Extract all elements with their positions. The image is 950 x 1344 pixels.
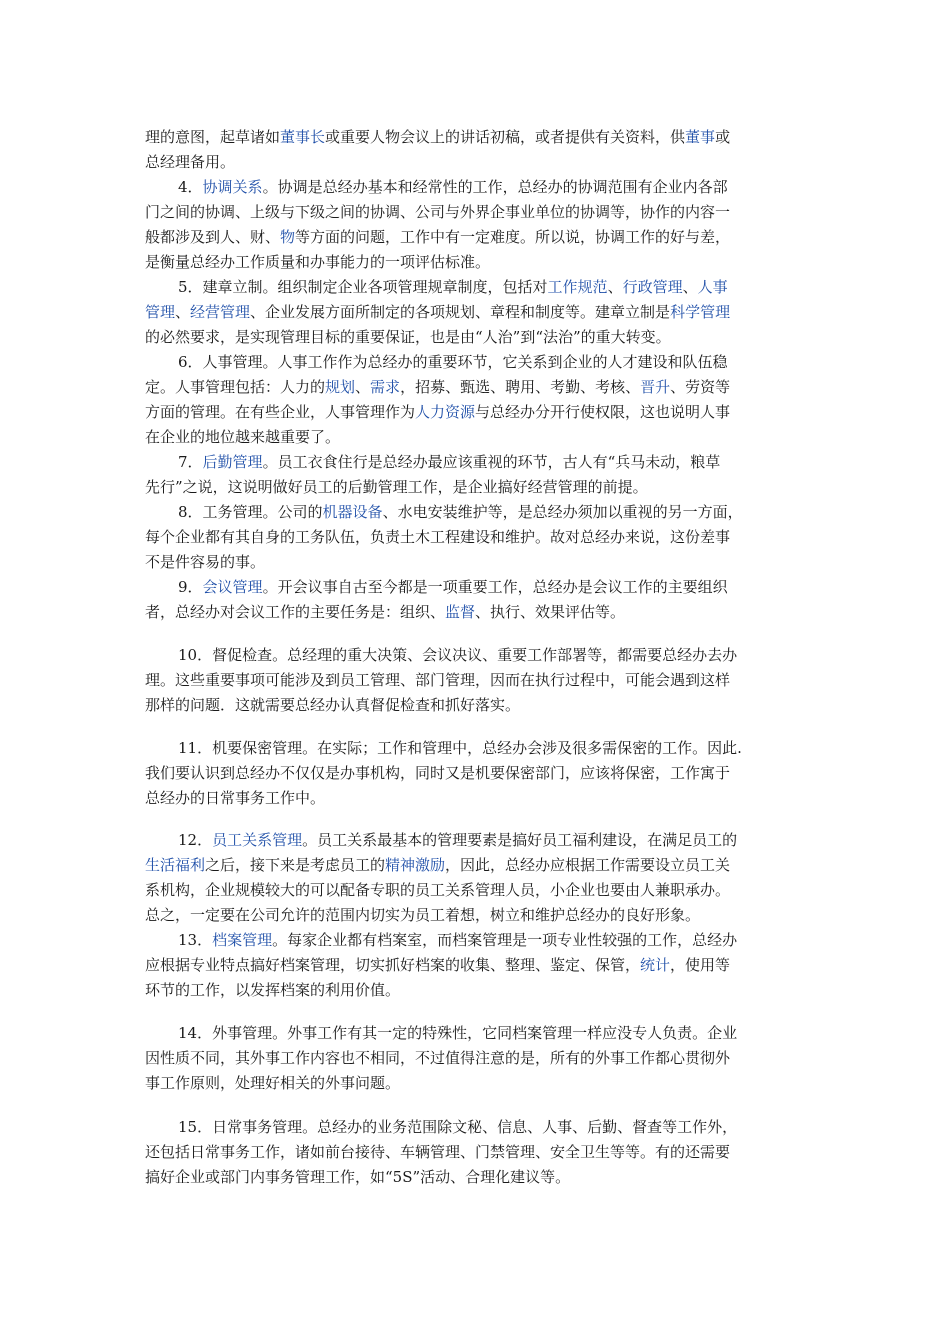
text-segment: 事工作原则，处理好相关的外事问题。 bbox=[145, 1074, 401, 1092]
text-segment: 9． bbox=[178, 578, 203, 596]
text-segment: 4． bbox=[178, 178, 203, 196]
keyword-link[interactable]: 规划 bbox=[325, 378, 356, 396]
text-line bbox=[178, 452, 720, 472]
text-segment: 搞好企业或部门内事务管理工作，如“5S”活动、合理化建议等。 bbox=[145, 1168, 571, 1186]
text-segment: 总经理备用。 bbox=[145, 153, 236, 171]
keyword-link[interactable]: 后勤管理 bbox=[202, 453, 263, 471]
text-segment: 者，总经办对会议工作的主要任务是：组织、 bbox=[145, 603, 446, 621]
keyword-link[interactable]: 档案管理 bbox=[212, 931, 273, 949]
text-line bbox=[178, 830, 737, 850]
paragraph-item-11 bbox=[145, 738, 805, 813]
paragraph-intro-continuation bbox=[145, 127, 805, 177]
text-segment: 13． bbox=[178, 931, 213, 949]
text-segment: 14．外事管理。外事工作有其一定的特殊性，它同档案管理一样应没专人负责。企业 bbox=[178, 1024, 738, 1042]
text-line bbox=[145, 302, 730, 322]
text-segment: 因性质不同，其外事工作内容也不相同，不过值得注意的是，所有的外事工作都心贯彻外 bbox=[145, 1049, 731, 1067]
text-segment: 。员工关系最基本的管理要素是搞好员工福利建设，在满足员工的 bbox=[302, 831, 738, 849]
text-line bbox=[145, 905, 700, 925]
text-line bbox=[145, 527, 730, 547]
text-segment: 每个企业都有其自身的工务队伍，负责土木工程建设和维护。故对总经办来说，这份差事 bbox=[145, 528, 731, 546]
text-line bbox=[178, 930, 737, 950]
text-line bbox=[145, 602, 625, 622]
text-segment: 门之间的协调、上级与下级之间的协调、公司与外界企事业单位的协调等，协作的内容一 bbox=[145, 203, 731, 221]
text-line bbox=[178, 1023, 737, 1043]
text-segment: 11．机要保密管理。在实际；工作和管理中，总经办会涉及很多需保密的工作。因此. bbox=[178, 739, 742, 757]
text-segment: 或重要人物会议上的讲话初稿，或者提供有关资料，供 bbox=[325, 128, 686, 146]
text-line bbox=[145, 377, 730, 397]
text-segment: 。每家企业都有档案室，而档案管理是一项专业性较强的工作，总经办 bbox=[272, 931, 738, 949]
text-segment: 。协调是总经办基本和经常性的工作，总经办的协调范围有企业内各部 bbox=[262, 178, 728, 196]
text-line bbox=[178, 577, 728, 597]
keyword-link[interactable]: 董事长 bbox=[280, 128, 326, 146]
text-line bbox=[178, 738, 742, 758]
text-line bbox=[145, 427, 340, 447]
text-line bbox=[178, 177, 728, 197]
paragraph-item-9 bbox=[145, 577, 805, 627]
text-segment: 我们要认识到总经办不仅仅是办事机构，同时又是机要保密部门，应该将保密，工作寓于 bbox=[145, 764, 731, 782]
text-segment: ，因此，总经办应根据工作需要设立员工关 bbox=[445, 856, 731, 874]
text-segment: 、 bbox=[355, 378, 371, 396]
keyword-link[interactable]: 工作规范 bbox=[547, 278, 608, 296]
text-segment: 总之，一定要在公司允许的范围内切实为员工着想，树立和维护总经办的良好形象。 bbox=[145, 906, 701, 924]
text-line bbox=[145, 1048, 730, 1068]
keyword-link[interactable]: 监督 bbox=[445, 603, 476, 621]
text-segment: ，使用等 bbox=[670, 956, 731, 974]
text-line bbox=[145, 152, 235, 172]
keyword-link[interactable]: 人力资源 bbox=[415, 403, 476, 421]
keyword-link[interactable]: 晋升 bbox=[640, 378, 671, 396]
text-segment: 、执行、效果评估等。 bbox=[475, 603, 626, 621]
text-segment: 、企业发展方面所制定的各项规划、章程和制度等。建章立制是 bbox=[250, 303, 671, 321]
text-segment: 与总经办分开行使权限，这也说明人事 bbox=[475, 403, 731, 421]
keyword-link[interactable]: 管理 bbox=[145, 303, 176, 321]
text-segment: 理的意图，起草诸如 bbox=[145, 128, 281, 146]
text-line bbox=[145, 1167, 570, 1187]
text-line bbox=[145, 955, 730, 975]
text-segment: 先行”之说，这说明做好员工的后勤管理工作，是企业搞好经营管理的前提。 bbox=[145, 478, 648, 496]
paragraph-item-13 bbox=[145, 930, 805, 1005]
paragraph-item-8 bbox=[145, 502, 805, 577]
text-segment: 、劳资等 bbox=[670, 378, 731, 396]
text-segment: 那样的问题．这就需要总经办认真督促检查和抓好落实。 bbox=[145, 696, 521, 714]
paragraph-item-12 bbox=[145, 830, 805, 930]
keyword-link[interactable]: 董事 bbox=[685, 128, 716, 146]
text-segment: 定。人事管理包括：人力的 bbox=[145, 378, 326, 396]
keyword-link[interactable]: 行政管理 bbox=[622, 278, 683, 296]
text-segment: 等方面的问题，工作中有一定难度。所以说，协调工作的好与差， bbox=[295, 228, 731, 246]
text-segment: 在企业的地位越来越重要了。 bbox=[145, 428, 341, 446]
text-segment: 不是件容易的事。 bbox=[145, 553, 266, 571]
text-segment: ，招募、甄选、聘用、考勤、考核、 bbox=[400, 378, 641, 396]
text-line bbox=[145, 855, 730, 875]
text-segment: 环节的工作，以发挥档案的利用价值。 bbox=[145, 981, 401, 999]
paragraph-item-15 bbox=[145, 1117, 805, 1192]
text-line bbox=[145, 477, 648, 497]
keyword-link[interactable]: 人事 bbox=[697, 278, 728, 296]
paragraph-item-7 bbox=[145, 452, 805, 502]
text-line bbox=[178, 352, 728, 372]
text-line bbox=[145, 402, 730, 422]
text-segment: 。开会议事自古至今都是一项重要工作，总经办是会议工作的主要组织 bbox=[262, 578, 728, 596]
text-segment: 、 bbox=[607, 278, 623, 296]
text-segment: 系机构，企业规模较大的可以配备专职的员工关系管理人员，小企业也要由人兼职承办。 bbox=[145, 881, 731, 899]
text-line bbox=[145, 695, 520, 715]
text-line bbox=[178, 502, 743, 522]
keyword-link[interactable]: 会议管理 bbox=[202, 578, 263, 596]
text-line bbox=[178, 1117, 737, 1137]
text-line bbox=[145, 127, 730, 147]
text-line bbox=[145, 327, 671, 347]
text-segment: 8．工务管理。公司的 bbox=[178, 503, 323, 521]
paragraph-item-14 bbox=[145, 1023, 805, 1098]
text-segment: 15．日常事务管理。总经办的业务范围除文秘、信息、人事、后勤、督查等工作外， bbox=[178, 1118, 738, 1136]
text-segment: 、 bbox=[175, 303, 191, 321]
text-segment: 、 bbox=[682, 278, 698, 296]
text-segment: 或 bbox=[715, 128, 731, 146]
keyword-link[interactable]: 科学管理 bbox=[670, 303, 731, 321]
keyword-link[interactable]: 生活福利 bbox=[145, 856, 206, 874]
text-line bbox=[145, 1073, 400, 1093]
keyword-link[interactable]: 需求 bbox=[370, 378, 401, 396]
text-segment: 理。这些重要事项可能涉及到员工管理、部门管理，因而在执行过程中，可能会遇到这样 bbox=[145, 671, 731, 689]
keyword-link[interactable]: 协调关系 bbox=[202, 178, 263, 196]
keyword-link[interactable]: 统计 bbox=[640, 956, 671, 974]
text-line bbox=[178, 277, 728, 297]
keyword-link[interactable]: 员工关系管理 bbox=[212, 831, 303, 849]
text-segment: 12． bbox=[178, 831, 213, 849]
text-segment: 、水电安装维护等，是总经办须加以重视的另一方面， bbox=[382, 503, 743, 521]
paragraph-item-10 bbox=[145, 645, 805, 720]
text-segment: 7． bbox=[178, 453, 203, 471]
text-segment: 方面的管理。在有些企业，人事管理作为 bbox=[145, 403, 416, 421]
text-segment: 。员工衣食住行是总经办最应该重视的环节，古人有“兵马未动，粮草 bbox=[262, 453, 721, 471]
text-line bbox=[145, 252, 490, 272]
paragraph-item-6 bbox=[145, 352, 805, 452]
text-segment: 是衡量总经办工作质量和办事能力的一项评估标准。 bbox=[145, 253, 491, 271]
paragraph-item-4 bbox=[145, 177, 805, 277]
text-line bbox=[145, 880, 730, 900]
text-segment: 10．督促检查。总经理的重大决策、会议决议、重要工作部署等，都需要总经办去办 bbox=[178, 646, 738, 664]
text-line bbox=[145, 763, 730, 783]
text-segment: 般都涉及到人、财、 bbox=[145, 228, 281, 246]
text-line bbox=[145, 788, 325, 808]
text-line bbox=[145, 202, 730, 222]
keyword-link[interactable]: 机器设备 bbox=[322, 503, 383, 521]
keyword-link[interactable]: 经营管理 bbox=[190, 303, 251, 321]
text-line bbox=[145, 1142, 730, 1162]
keyword-link[interactable]: 精神激励 bbox=[385, 856, 446, 874]
text-line bbox=[145, 670, 730, 690]
text-segment: 之后，接下来是考虑员工的 bbox=[205, 856, 386, 874]
text-segment: 6．人事管理。人事工作作为总经办的重要环节，它关系到企业的人才建设和队伍稳 bbox=[178, 353, 728, 371]
text-segment: 5．建章立制。组织制定企业各项管理规章制度，包括对 bbox=[178, 278, 548, 296]
text-line bbox=[178, 645, 737, 665]
text-line bbox=[145, 980, 400, 1000]
paragraph-item-5 bbox=[145, 277, 805, 352]
text-line bbox=[145, 552, 265, 572]
text-segment: 应根据专业特点搞好档案管理，切实抓好档案的收集、整理、鉴定、保管， bbox=[145, 956, 641, 974]
keyword-link[interactable]: 物 bbox=[280, 228, 296, 246]
text-segment: 总经办的日常事务工作中。 bbox=[145, 789, 326, 807]
text-line bbox=[145, 227, 730, 247]
text-segment: 的必然要求，是实现管理目标的重要保证，也是由“人治”到“法治”的重大转变。 bbox=[145, 328, 671, 346]
text-segment: 还包括日常事务工作，诸如前台接待、车辆管理、门禁管理、安全卫生等等。有的还需要 bbox=[145, 1143, 731, 1161]
